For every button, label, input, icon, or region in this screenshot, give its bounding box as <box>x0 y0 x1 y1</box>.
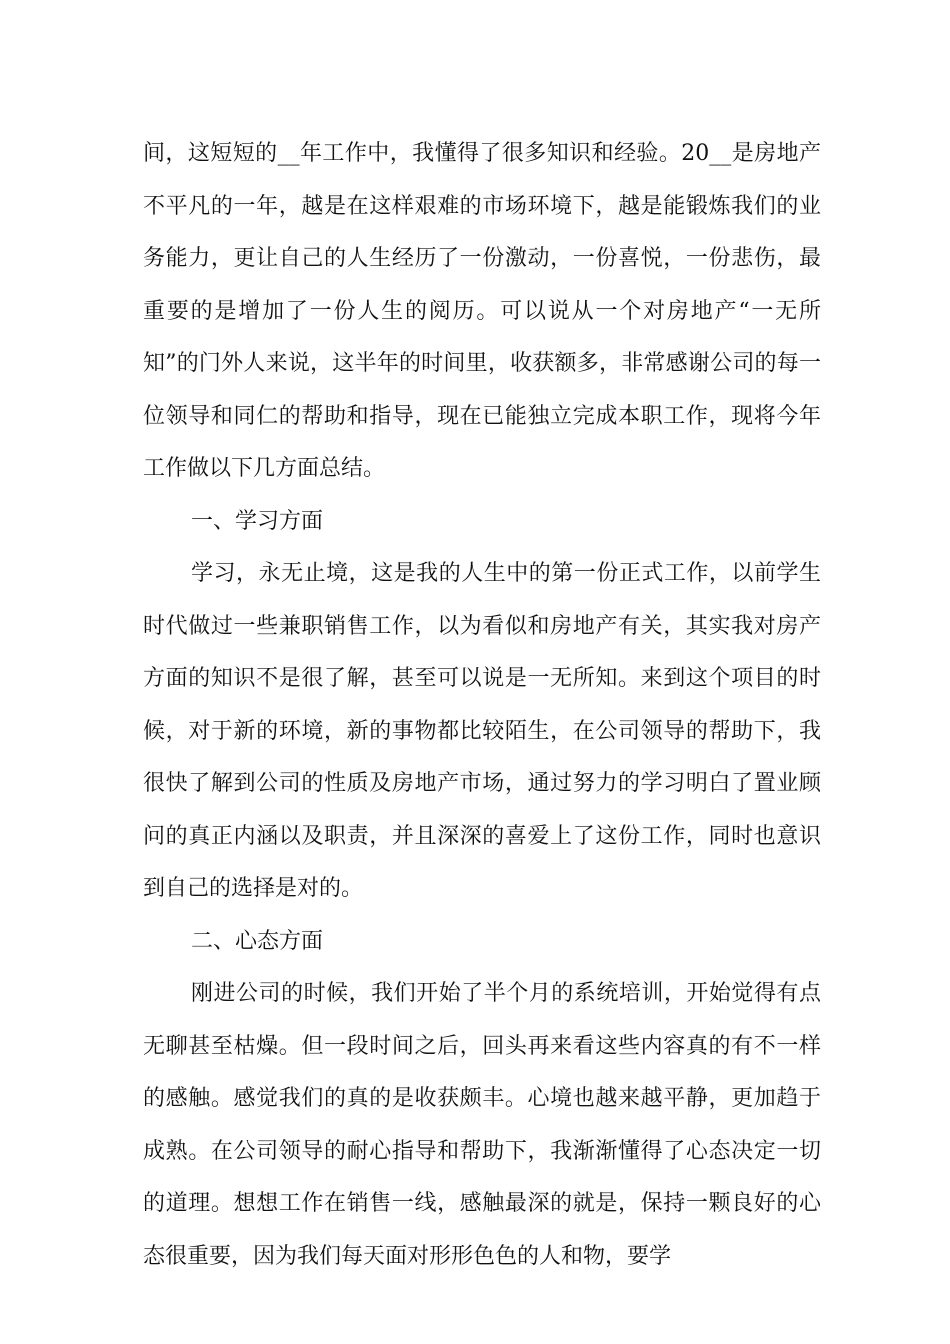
section-body-study: 学习，永无止境，这是我的人生中的第一份正式工作，以前学生时代做过一些兼职销售工作，以为看似和房地产有关，其实我对房产方面的知识不是很了解，甚至可以说是一无所知。来到这个项目的时候，对于新的环境，新的事物都比较陌生，在公司领导的帮助下，我很快了解到公司的性质及房地产市场，通过努力的学习明白了置业顾问的真正内涵以及职责，并且深深的喜爱上了这份工作，同时也意识到自己的选择是对的。 <box>143 561 821 901</box>
intro-paragraph: 间，这短短的__年工作中，我懂得了很多知识和经验。20__是房地产不平凡的一年，越是在这样艰难的市场环境下，越是能锻炼我们的业务能力，更让自己的人生经历了一份激动，一份喜悦，一份悲伤，最重要的是增加了一份人生的阅历。可以说从一个对房地产“一无所知”的门外人来说，这半年的时间里，收获额多，非常感谢公司的每一位领导和同仁的帮助和指导，现在已能独立完成本职工作，现将今年工作做以下几方面总结。 <box>143 141 821 481</box>
document-body <box>143 128 821 1283</box>
section-body-mindset: 刚进公司的时候，我们开始了半个月的系统培训，开始觉得有点无聊甚至枯燥。但一段时间之后，回头再来看这些内容真的有不一样的感触。感觉我们的真的是收获颇丰。心境也越来越平静，更加趋于成熟。在公司领导的耐心指导和帮助下，我渐渐懂得了心态决定一切的道理。想想工作在销售一线，感触最深的就是，保持一颗良好的心态很重要，因为我们每天面对形形色色的人和物，要学 <box>143 981 821 1269</box>
section-heading-mindset: 二、心态方面 <box>191 928 324 954</box>
section-heading-study: 一、学习方面 <box>191 508 324 534</box>
